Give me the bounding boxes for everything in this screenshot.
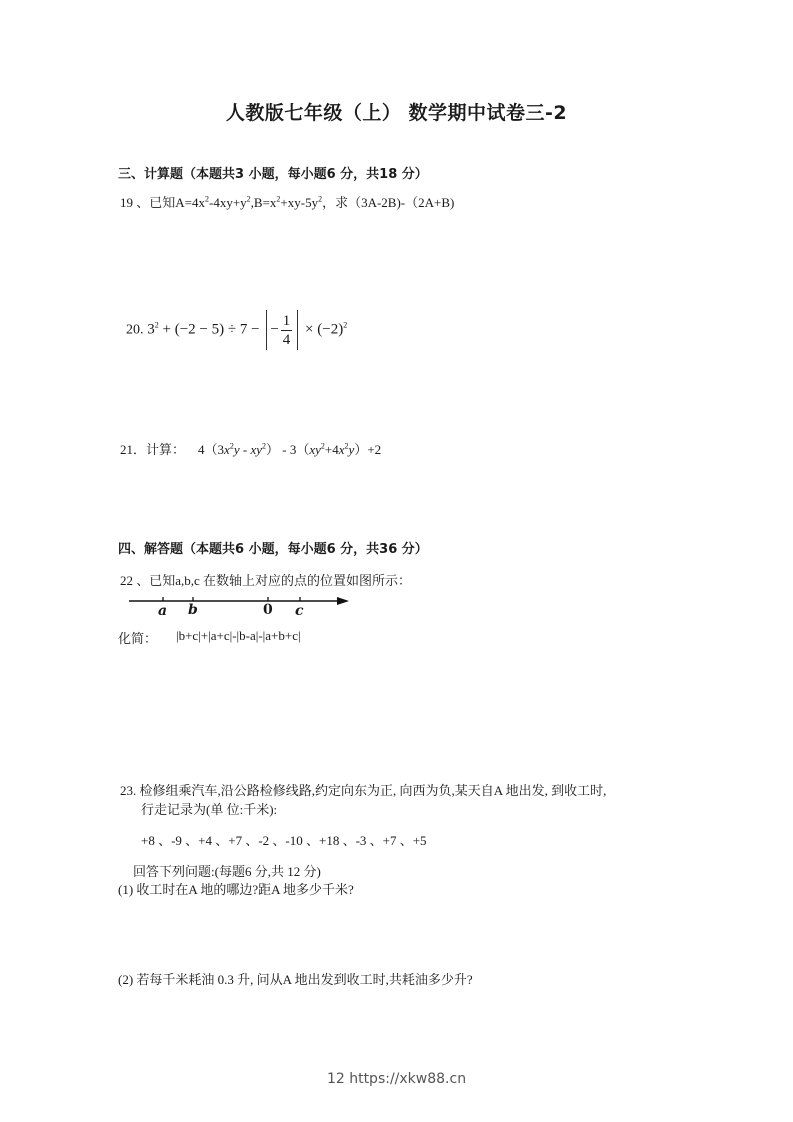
sub-question-1: (1) 收工时在A 地的哪边?距A 地多少千米? [118,882,354,897]
q19-text: +xy-5y [280,195,319,210]
absolute-bar-right [297,310,298,350]
q21-term: ） - 3（ [266,442,310,457]
sub-question-2: (2) 若每千米耗油 0.3 升, 问从A 地出发到收工时,共耗油多少升? [118,972,473,987]
exponent: 2 [344,441,349,451]
var-y: y [315,442,321,457]
q20-label: 20. [126,322,144,338]
point-b-label: b [188,602,198,618]
question-19 [120,192,454,211]
var-y: y [256,442,262,457]
exponent: 2 [318,194,323,204]
q20-term: 3 [147,321,155,338]
answer-intro: 回答下列问题:(每题6 分,共 12 分) [133,864,321,879]
q20-sign: − [270,321,279,338]
q20-term: × (−2) [301,321,344,338]
q21-term: 4（3 [198,442,225,457]
q20-term: + (−2 − 5) ÷ 7 − [158,321,264,338]
simplify-expression: |b+c|+|a+c|-|b-a|-|a+b+c| [176,628,301,643]
exponent: 2 [343,320,348,330]
exponent: 2 [262,441,266,451]
var-y: y [233,442,240,457]
travel-records: +8 、-9 、+4 、+7 、-2 、-10 、+18 、-3 、+7 、+5 [141,833,427,848]
exponent: 2 [320,441,325,451]
var-x: x [224,442,230,457]
question-21 [120,439,381,458]
point-c-label: c [295,603,304,619]
exponent: 2 [154,320,159,330]
var-x: x [250,442,257,457]
page-footer: 12 https://xkw88.cn [326,1071,467,1087]
fraction [281,312,293,349]
q21-label: 21．计算： [120,442,186,457]
question-23-line2: 行走记录为(单 位:千米): [141,802,278,817]
exponent: 2 [204,194,209,204]
question-23-line1: 23. 检修组乘汽车,沿公路检修线路,约定向东为正, 向西为负,某天自A 地出发, 到收工时, [120,783,607,798]
fraction-denominator: 4 [282,331,291,348]
question-20 [126,310,347,350]
exponent: 2 [246,194,251,204]
question-22: 22 、已知a,b,c 在数轴上对应的点的位置如图所示： [120,573,412,588]
var-x: x [338,442,345,457]
absolute-bar-left [266,310,267,350]
fraction-numerator: 1 [282,312,291,329]
q19-text: -4xy+y [208,195,247,210]
exponent: 2 [229,441,234,451]
section-4-heading: 四、解答题（本题共6 小题，每小题6 分，共36 分） [118,542,428,557]
q19-text: 19 、已知A=4x [120,195,205,210]
simplify-label: 化简： [118,631,158,646]
page-title: 人教版七年级（上） 数学期中试卷三-2 [225,102,568,124]
q19-text: ，求（3A-2B)-（2A+B) [322,195,455,210]
q21-term: - [239,442,251,457]
var-x: x [309,442,316,457]
origin-label: 0 [263,602,273,618]
number-line [125,590,355,620]
var-y: y [348,442,355,457]
q19-text: ,B=x [250,195,277,210]
section-3-heading: 三、计算题（本题共3 小题，每小题6 分，共18 分） [118,167,428,182]
point-a-label: a [158,603,168,619]
q21-term: +4 [324,442,339,457]
q21-term: ）+2 [354,442,382,457]
exponent: 2 [276,194,281,204]
